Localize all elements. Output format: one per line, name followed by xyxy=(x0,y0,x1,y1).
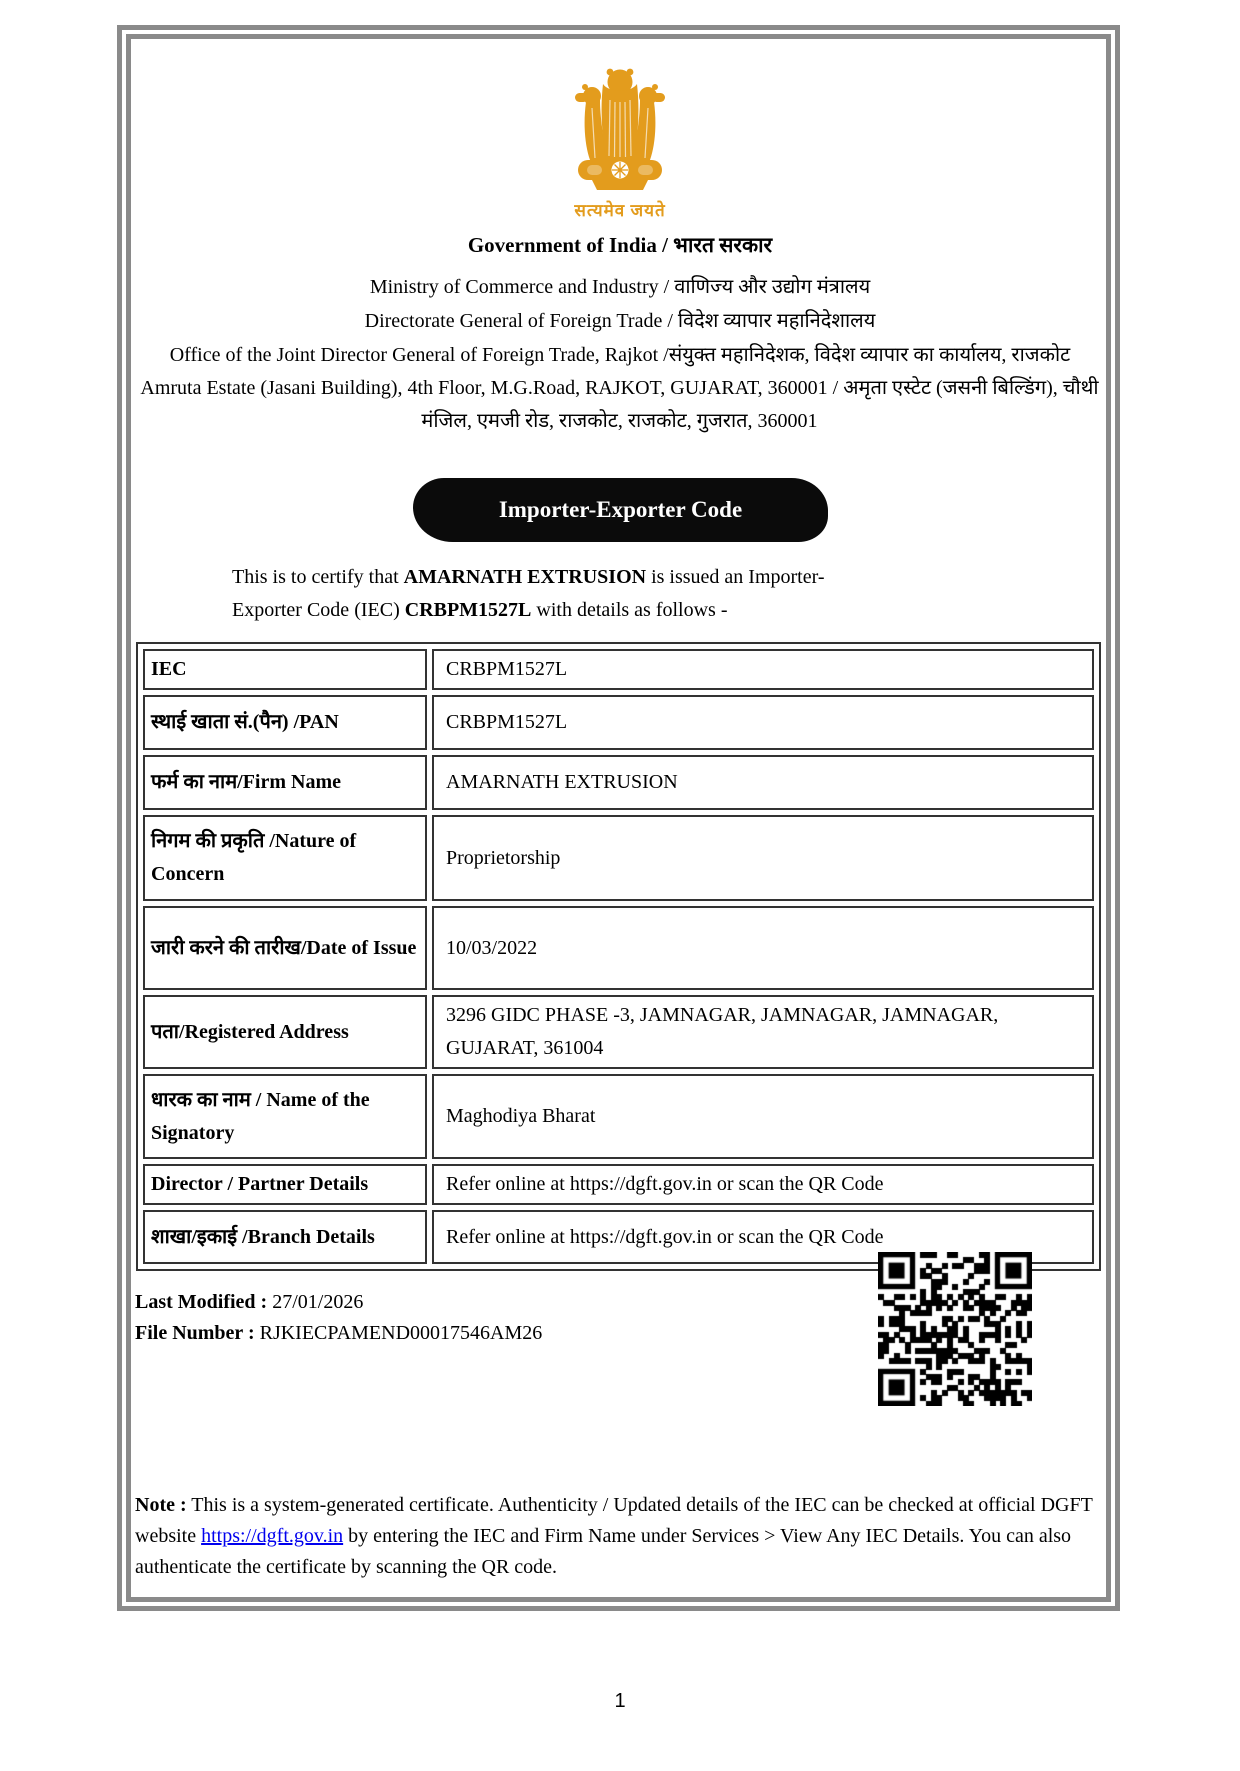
note-after-link: by entering the IEC and Firm Name under Services > View Any IEC Details. You can also authenticate the certificate by scanning the QR code. xyxy=(135,1525,1072,1578)
detail-label: Director / Partner Details xyxy=(143,1164,427,1205)
file-number-line xyxy=(135,1318,542,1349)
note-before-link: This is a system-generated certificate. Authenticity / Updated details of the IEC can be checked at official DGFT website xyxy=(135,1494,1093,1547)
last-modified-label: Last Modified : xyxy=(135,1291,268,1313)
table-row xyxy=(143,1164,1094,1205)
directorate-line: Directorate General of Foreign Trade / विदेश व्यापार महानिदेशालय xyxy=(364,310,876,332)
table-row xyxy=(143,649,1094,690)
firm-name: AMARNATH EXTRUSION xyxy=(403,566,647,588)
qr-code xyxy=(878,1252,1032,1406)
detail-value: Refer online at https://dgft.gov.in or scan the QR Code xyxy=(432,1164,1094,1205)
office-address-line: Amruta Estate (Jasani Building), 4th Floor, M.G.Road, RAJKOT, GUJARAT, 360001 / अमृता एस्टेट (जसनी बिल्डिंग), चौथी मंजिल, एमजी रोड, राजकोट, राजकोट, गुजरात, 360001 xyxy=(140,377,1099,432)
table-row xyxy=(143,906,1094,990)
emblem-block xyxy=(0,66,1240,221)
lion-capital-emblem-icon xyxy=(572,66,668,192)
certify-middle: is issued an Importer-Exporter Code (IEC) xyxy=(232,566,825,621)
file-number-value: RJKIECPAMEND00017546AM26 xyxy=(254,1322,543,1344)
detail-label: फर्म का नाम/Firm Name xyxy=(143,755,427,810)
detail-label: स्थाई खाता सं.(पैन) /PAN xyxy=(143,695,427,750)
certify-paragraph xyxy=(232,561,880,627)
detail-label: निगम की प्रकृति /Nature of Concern xyxy=(143,815,427,901)
detail-value: CRBPM1527L xyxy=(432,695,1094,750)
ministry-line: Ministry of Commerce and Industry / वाणिज्य और उद्योग मंत्रालय xyxy=(369,276,871,298)
detail-label: पता/Registered Address xyxy=(143,995,427,1069)
file-number-label: File Number : xyxy=(135,1322,255,1344)
table-row xyxy=(143,695,1094,750)
detail-label: IEC xyxy=(143,649,427,690)
detail-value: 3296 GIDC PHASE -3, JAMNAGAR, JAMNAGAR, JAMNAGAR, GUJARAT, 361004 xyxy=(432,995,1094,1069)
detail-value: Maghodiya Bharat xyxy=(432,1074,1094,1159)
certify-prefix: This is to certify that xyxy=(232,566,404,588)
office-line: Office of the Joint Director General of Foreign Trade, Rajkot /संयुक्त महानिदेशक, विदेश व्यापार का कार्यालय, राजकोट xyxy=(169,344,1071,366)
detail-label: शाखा/इकाई /Branch Details xyxy=(143,1210,427,1264)
detail-value: CRBPM1527L xyxy=(432,649,1094,690)
detail-label: धारक का नाम / Name of the Signatory xyxy=(143,1074,427,1159)
table-row xyxy=(143,815,1094,901)
detail-value: AMARNATH EXTRUSION xyxy=(432,755,1094,810)
table-row xyxy=(143,755,1094,810)
importer-exporter-code-badge: Importer-Exporter Code xyxy=(413,478,828,542)
last-modified-line xyxy=(135,1287,542,1318)
iec-details-table xyxy=(136,642,1101,1271)
certify-suffix: with details as follows - xyxy=(531,599,728,621)
emblem-motto: सत्यमेव जयते xyxy=(574,201,666,220)
note-paragraph xyxy=(135,1490,1110,1583)
note-label: Note : xyxy=(135,1494,187,1516)
last-modified-value: 27/01/2026 xyxy=(267,1291,364,1313)
detail-label: जारी करने की तारीख/Date of Issue xyxy=(143,906,427,990)
table-row xyxy=(143,995,1094,1069)
government-of-india-line: Government of India / भारत सरकार xyxy=(467,233,773,257)
meta-block xyxy=(135,1287,542,1349)
table-row xyxy=(143,1074,1094,1159)
iec-code: CRBPM1527L xyxy=(404,599,532,621)
detail-value: Refer online at https://dgft.gov.in or scan the QR Code xyxy=(432,1210,1094,1264)
dgft-website-link[interactable]: https://dgft.gov.in xyxy=(201,1525,344,1547)
detail-value: Proprietorship xyxy=(432,815,1094,901)
page-number: 1 xyxy=(614,1690,626,1712)
detail-value: 10/03/2022 xyxy=(432,906,1094,990)
